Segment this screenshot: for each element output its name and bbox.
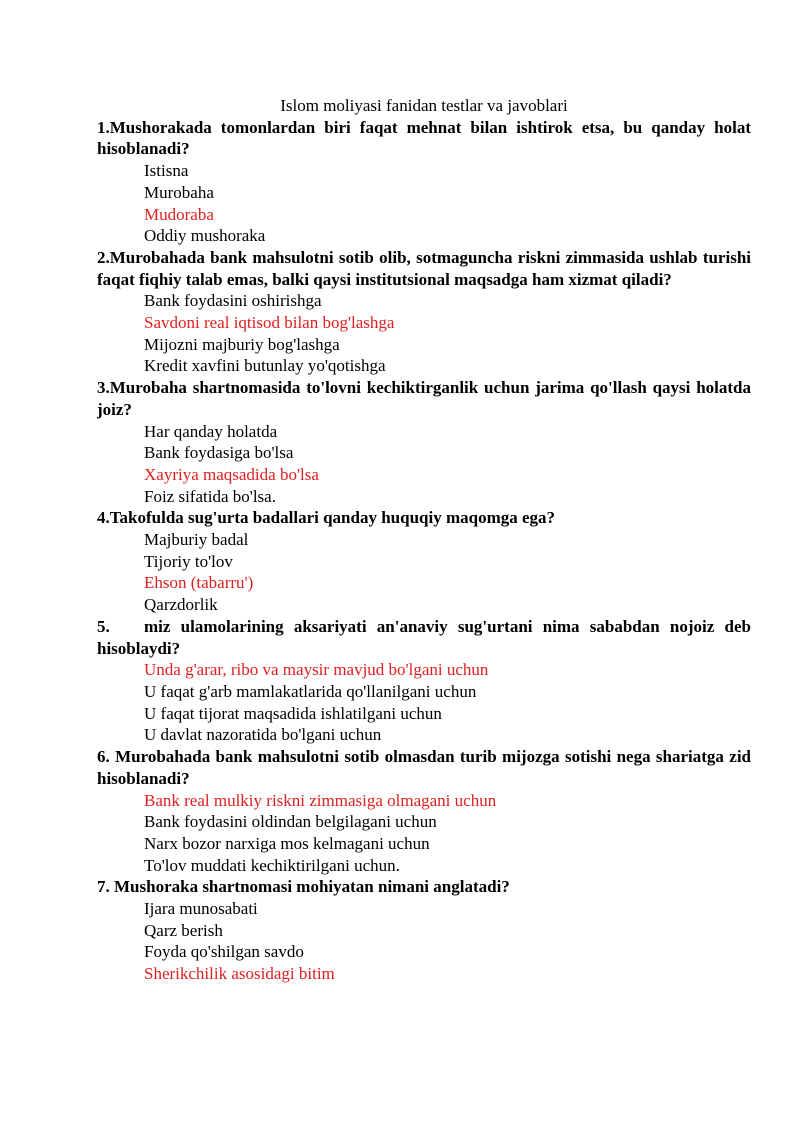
question-text (97, 876, 751, 898)
answer-option: U faqat tijorat maqsadida ishlatilgani uchun (144, 703, 442, 723)
question-text (97, 117, 751, 160)
question-block (97, 377, 751, 507)
answer-options (97, 898, 751, 985)
answer-option-correct: Bank real mulkiy riskni zimmasiga olmagani uchun (144, 790, 497, 810)
answer-option: To'lov muddati kechiktirilgani uchun. (144, 855, 400, 875)
question-label: 3.Murobaha shartnomasida to'lovni kechiktirganlik uchun jarima qo'llash qaysi holatda joiz? (97, 378, 751, 419)
answer-option: Mijozni majburiy bog'lashga (144, 334, 340, 354)
question-text (97, 616, 751, 659)
question-text (97, 746, 751, 789)
answer-option: Istisna (144, 161, 189, 181)
question-block (97, 247, 751, 377)
question-label: 7. Mushoraka shartnomasi mohiyatan nimani anglatadi? (97, 877, 510, 897)
answer-option: Oddiy mushoraka (144, 226, 266, 246)
answer-option-correct: Xayriya maqsadida bo'lsa (144, 464, 319, 484)
answer-option-correct: Sherikchilik asosidagi bitim (144, 964, 335, 984)
answer-option-correct: Unda g'arar, ribo va maysir mavjud bo'lgani uchun (144, 660, 489, 680)
question-label: 1.Mushorakada tomonlardan biri faqat mehnat bilan ishtirok etsa, bu qanday holat hisoblanadi? (97, 117, 751, 159)
answer-options (97, 659, 751, 746)
answer-option: Bank foydasiga bo'lsa (144, 443, 294, 463)
question-block (97, 876, 751, 985)
answer-options (97, 529, 751, 616)
answer-option: Foiz sifatida bo'lsa. (144, 486, 276, 506)
answer-options (97, 790, 751, 877)
answer-option: U davlat nazoratida bo'lgani uchun (144, 725, 382, 745)
answer-option-correct: Savdoni real iqtisod bilan bog'lashga (144, 313, 395, 333)
answer-options (97, 421, 751, 508)
answer-options (97, 160, 751, 247)
answer-option: Ijara munosabati (144, 899, 258, 919)
answer-option: U faqat g'arb mamlakatlarida qo'llanilgani uchun (144, 681, 477, 701)
answer-option-correct: Ehson (tabarru') (144, 573, 254, 593)
answer-option: Foyda qo'shilgan savdo (144, 942, 304, 962)
answer-option: Har qanday holatda (144, 421, 278, 441)
question-list (97, 117, 751, 985)
question-block (97, 616, 751, 746)
question-label: 2.Murobahada bank mahsulotni sotib olib, sotmaguncha riskni zimmasida ushlab turishi faqat fiqhiy talab emas, balki qaysi institutsional maqsadga ham xizmat qiladi? (97, 247, 751, 289)
question-label: miz ulamolarining aksariyati an'anaviy sug'urtani nima sababdan nojoiz deb hisoblaydi? (97, 616, 751, 658)
question-label: 4.Takofulda sug'urta badallari qanday huquqiy maqomga ega? (97, 508, 556, 528)
question-text (97, 377, 751, 420)
question-number: 5. (97, 616, 110, 636)
answer-option: Tijoriy to'lov (144, 551, 233, 571)
question-block (97, 117, 751, 247)
question-label: 6. Murobahada bank mahsulotni sotib olmasdan turib mijozga sotishi nega shariatga zid hisoblanadi? (97, 747, 751, 788)
answer-option: Qarz berish (144, 920, 223, 940)
answer-option: Bank foydasini oldindan belgilagani uchun (144, 812, 437, 832)
question-block (97, 507, 751, 616)
question-text (97, 247, 751, 290)
answer-option: Narx bozor narxiga mos kelmagani uchun (144, 833, 430, 853)
question-text (97, 507, 751, 529)
answer-option: Bank foydasini oshirishga (144, 291, 322, 311)
document-page (97, 95, 751, 985)
answer-option: Majburiy badal (144, 530, 249, 550)
answer-options (97, 290, 751, 377)
answer-option-correct: Mudoraba (144, 204, 214, 224)
answer-option: Kredit xavfini butunlay yo'qotishga (144, 356, 386, 376)
answer-option: Murobaha (144, 182, 214, 202)
answer-option: Qarzdorlik (144, 595, 218, 615)
document-title: Islom moliyasi fanidan testlar va javoblari (280, 96, 568, 115)
question-block (97, 746, 751, 876)
